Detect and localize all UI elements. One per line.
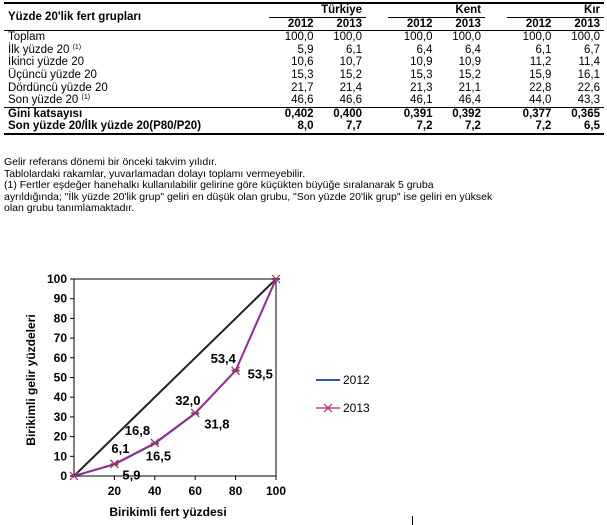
table-cell: 100,0 [507, 31, 555, 44]
table-cell: 6,5 [555, 120, 604, 134]
y-axis-title: Birikimli gelir yüzdeleri [24, 314, 38, 446]
table-cell: 11,4 [578, 56, 600, 69]
table-cell: 21,1 [458, 81, 481, 94]
group-header: Türkiye [269, 3, 366, 17]
group-header: Kır [507, 3, 604, 17]
note-line: ayrıldığında; "İlk yüzde 20'lik grup" geliri en düşük olan grubu, "Son yüzde 20'lik grup" ise geliri en yüksek [4, 190, 493, 203]
table-cell: 6,7 [584, 43, 600, 56]
year-header: 2012 [287, 17, 314, 30]
table-cell: 46,6 [339, 94, 362, 107]
x-axis-title: Birikimli fert yüzdesi [109, 505, 227, 519]
table-cell: 22,8 [529, 81, 552, 94]
table-body [4, 31, 604, 134]
table-row [4, 44, 604, 57]
table-cell: 5,9 [297, 43, 314, 56]
footnote-marker: (1) [72, 43, 82, 51]
row-label: İlk yüzde 20 $^{(1)}$ [8, 43, 82, 56]
legend-label: 2012 [343, 373, 370, 387]
table-cell: 21,3 [410, 81, 433, 94]
legend-label: 2013 [343, 401, 370, 415]
y-tick-label: 70 [53, 331, 67, 346]
table-cell: 6,1 [535, 43, 552, 56]
table-cell: 8,0 [269, 120, 317, 134]
table-cell: 100,0 [318, 31, 366, 44]
y-tick-label: 30 [53, 409, 67, 424]
note-line: Gelir referans dönemi bir önceki takvim yılıdır. [4, 156, 217, 168]
table-cell: 6,4 [416, 43, 433, 56]
table-title: Yüzde 20'lik fert grupları [4, 3, 269, 31]
table-cell: 44,0 [529, 94, 552, 107]
table-cell: 16,1 [577, 68, 600, 81]
table-cell: 22,6 [577, 81, 600, 94]
data-label-2012: 53,5 [247, 366, 273, 382]
table-row [4, 107, 604, 120]
data-label-2013: 16,8 [124, 422, 151, 438]
note-line: Tablolardaki rakamlar, yuvarlamadan dolayı toplamı vermeyebilir. [4, 167, 306, 180]
year-header: 2013 [336, 17, 362, 30]
x-tick-label: 80 [228, 484, 243, 498]
x-tick-label: 60 [188, 484, 202, 498]
data-label-2012: 5,9 [122, 467, 141, 483]
table-row [4, 56, 604, 69]
group-header: Kent [388, 3, 485, 17]
y-tick-label: 60 [53, 350, 67, 365]
table-cell: 15,9 [529, 68, 552, 81]
table-cell: 100,0 [555, 31, 604, 44]
x-tick-label: 40 [148, 484, 162, 498]
table-cell: 10,9 [410, 56, 433, 69]
table-cell: 7,2 [388, 120, 436, 134]
row-label: Dördüncü yüzde 20 [8, 81, 108, 94]
table-cell: 11,2 [529, 56, 552, 69]
table-group-header-row [4, 3, 604, 17]
year-header: 2012 [525, 17, 552, 30]
table-cell: 10,6 [291, 56, 314, 69]
data-label-2012: 31,8 [204, 416, 230, 432]
table-row [4, 120, 604, 134]
table-cell: 43,3 [577, 94, 600, 107]
y-tick-label: 50 [53, 370, 67, 385]
data-label-2013: 6,1 [111, 440, 130, 456]
y-tick-label: 10 [53, 449, 67, 464]
table-cell: 0,391 [388, 107, 436, 120]
year-header: 2013 [455, 17, 481, 30]
y-tick-label: 80 [53, 311, 67, 326]
table-cell: 21,4 [339, 81, 362, 94]
row-label: Son yüzde 20 $^{(1)}$ [8, 94, 91, 107]
table-cell: 15,3 [410, 68, 433, 81]
row-label: Gini katsayısı [4, 107, 269, 120]
y-tick-label: 100 [46, 272, 67, 286]
table-cell: 0,377 [507, 107, 555, 120]
y-tick-label: 90 [53, 291, 67, 306]
note-line: olan grubu tanımlamaktadır. [4, 202, 135, 214]
table-cell: 15,2 [458, 68, 481, 81]
footnote-marker: (1) [81, 94, 91, 102]
table-cell: 0,365 [555, 107, 604, 120]
x-tick-label: 100 [265, 484, 287, 498]
table-cell: 0,400 [318, 107, 366, 120]
table-cell: 100,0 [388, 31, 436, 44]
table-cell: 15,2 [339, 68, 362, 81]
table-cell: 10,9 [458, 56, 481, 69]
table-cell: 46,6 [291, 94, 314, 107]
table-cell: 7,2 [507, 120, 555, 134]
table-cell: 46,4 [458, 94, 481, 107]
table-cell: 0,402 [269, 107, 317, 120]
table-cell: 15,3 [291, 68, 314, 81]
y-tick-label: 40 [53, 390, 67, 405]
table-cell: 10,7 [339, 56, 362, 69]
year-header: 2012 [406, 17, 433, 30]
y-tick-label: 20 [53, 429, 67, 444]
table-row [4, 31, 604, 44]
table-cell: 100,0 [436, 31, 484, 44]
equality-line [74, 279, 276, 476]
data-label-2013: 53,4 [210, 350, 236, 366]
table-cell: 7,7 [318, 120, 366, 134]
table-row [4, 94, 604, 107]
table-cell: 46,1 [410, 94, 433, 107]
table-cell: 6,1 [346, 43, 362, 56]
table-cell: 6,4 [464, 43, 481, 56]
income-distribution-table [4, 2, 604, 135]
row-label: Toplam [4, 31, 269, 44]
note-line: (1) Fertler eşdeğer hanehalkı kullanılabilir gelirine göre küçükten büyüğe sıralanarak 5 gruba [4, 179, 434, 191]
table-cell: 0,392 [436, 107, 484, 120]
row-label: İkinci yüzde 20 [8, 56, 85, 69]
data-label-2012: 16,5 [145, 448, 172, 464]
lorenz-curve-chart [0, 262, 607, 525]
table-cell: 100,0 [269, 31, 317, 44]
table-notes [4, 157, 564, 215]
y-tick-label: 0 [60, 469, 67, 483]
page-mark [412, 516, 413, 525]
table-row [4, 82, 604, 95]
table-cell: 21,7 [291, 81, 314, 94]
data-label-2013: 32,0 [175, 392, 201, 408]
x-tick-label: 20 [107, 484, 122, 498]
table-row [4, 69, 604, 82]
table-cell: 7,2 [436, 120, 484, 134]
year-header: 2013 [574, 17, 600, 30]
row-label: Son yüzde 20/İlk yüzde 20(P80/P20) [4, 120, 269, 134]
row-label: Üçüncü yüzde 20 [8, 68, 97, 81]
